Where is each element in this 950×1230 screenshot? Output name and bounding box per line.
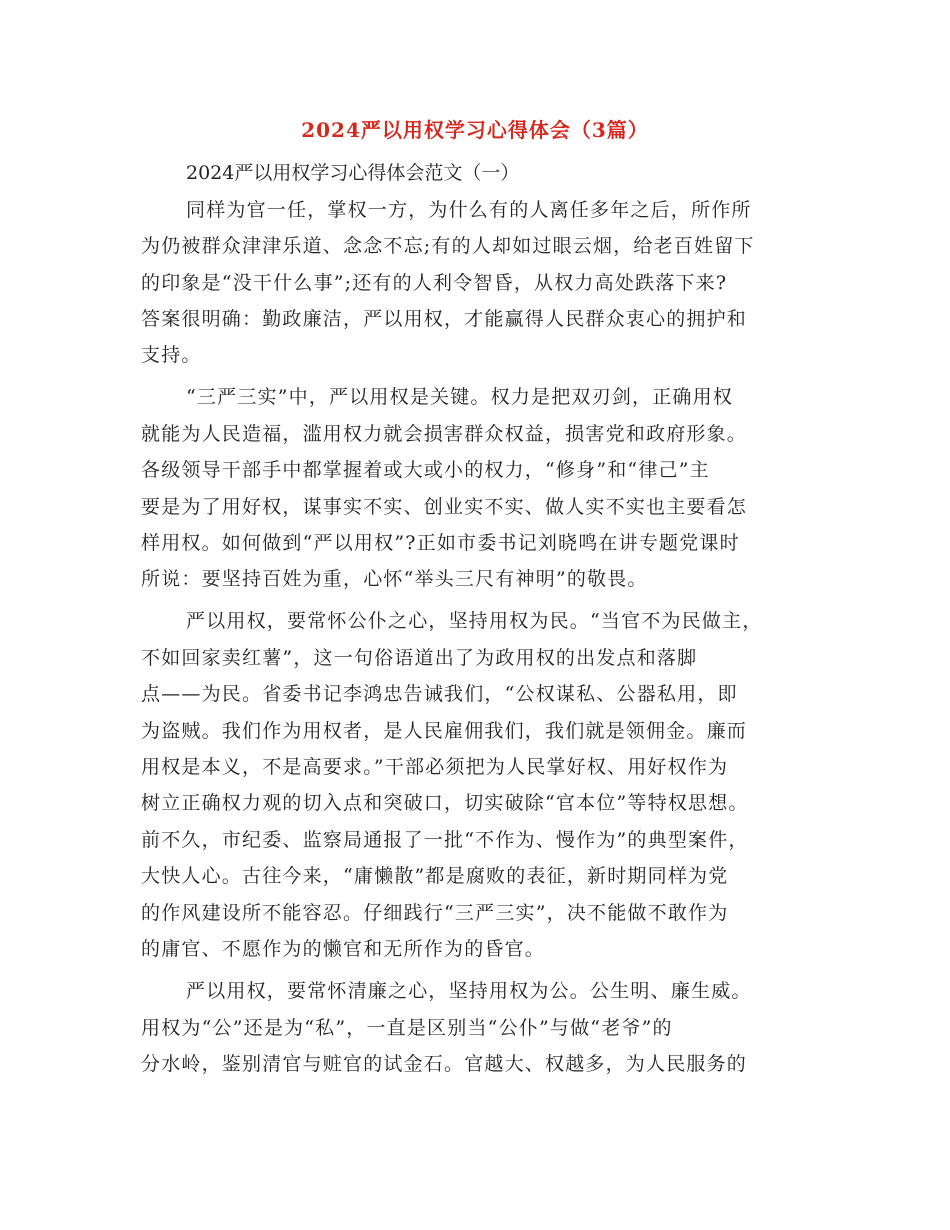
- paragraph-line: 所说：要坚持百姓为重，心怀“举头三尺有神明”的敬畏。: [141, 568, 648, 590]
- paragraph-line: 要是为了用好权，谋事实不实、创业实不实、做人实不实也主要看怎: [141, 496, 748, 518]
- paragraph-line: 支持。: [141, 344, 202, 366]
- paragraph-line: 点——为民。省委书记李鸿忠告诫我们，“公权谋私、公器私用，即: [141, 683, 738, 705]
- paragraph-line: 的作风建设所不能容忍。仔细践行“三严三实”，决不能做不敢作为: [141, 902, 729, 924]
- document-subtitle: 2024严以用权学习心得体会范文（一）: [186, 162, 520, 184]
- paragraph-line: 为盗贼。我们作为用权者，是人民雇佣我们，我们就是领佣金。廉而: [141, 720, 748, 742]
- paragraph-line: 样用权。如何做到“严以用权”?正如市委书记刘晓鸣在讲专题党课时: [141, 532, 740, 554]
- paragraph-line: 不如回家卖红薯”，这一句俗语道出了为政用权的出发点和落脚: [141, 647, 698, 669]
- paragraph-line: 严以用权，要常怀清廉之心，坚持用权为公。公生明、廉生威。: [186, 980, 752, 1002]
- paragraph-line: 前不久，市纪委、监察局通报了一批“不作为、慢作为”的典型案件，: [141, 829, 749, 851]
- paragraph-line: 为仍被群众津津乐道、念念不忘;有的人却如过眼云烟，给老百姓留下: [141, 235, 755, 257]
- paragraph-line: 分水岭，鉴别清官与赃官的试金石。官越大、权越多，为人民服务的: [141, 1053, 748, 1075]
- paragraph-line: 就能为人民造福，滥用权力就会损害群众权益，损害党和政府形象。: [141, 423, 748, 445]
- paragraph-line: 同样为官一任，掌权一方，为什么有的人离任多年之后，所作所: [186, 199, 752, 221]
- paragraph-line: 用权是本义，不是高要求。”干部必须把为人民掌好权、用好权作为: [141, 756, 729, 778]
- paragraph-line: “三严三实”中，严以用权是关键。权力是把双刃剑，正确用权: [186, 386, 734, 408]
- paragraph-line: 的庸官、不愿作为的懒官和无所作为的昏官。: [141, 938, 546, 960]
- paragraph-line: 严以用权，要常怀公仆之心，坚持用权为民。“当官不为民做主，: [186, 610, 763, 632]
- paragraph-line: 大快人心。古往今来，“庸懒散”都是腐败的表征，新时期同样为党: [141, 865, 729, 887]
- paragraph-line: 答案很明确：勤政廉洁，严以用权，才能赢得人民群众衷心的拥护和: [141, 308, 748, 330]
- paragraph-line: 树立正确权力观的切入点和突破口，切实破除“官本位”等特权思想。: [141, 792, 749, 814]
- paragraph-line: 各级领导干部手中都掌握着或大或小的权力，“修身”和“律己”主: [141, 459, 710, 481]
- paragraph-line: 的印象是“没干什么事”;还有的人利令智昏，从权力高处跌落下来?: [141, 272, 728, 294]
- paragraph-line: 用权为“公”还是为“私”，一直是区别当“公仆”与做“老爷”的: [141, 1017, 673, 1039]
- document-title: 2024严以用权学习心得体会（3篇）: [301, 118, 649, 142]
